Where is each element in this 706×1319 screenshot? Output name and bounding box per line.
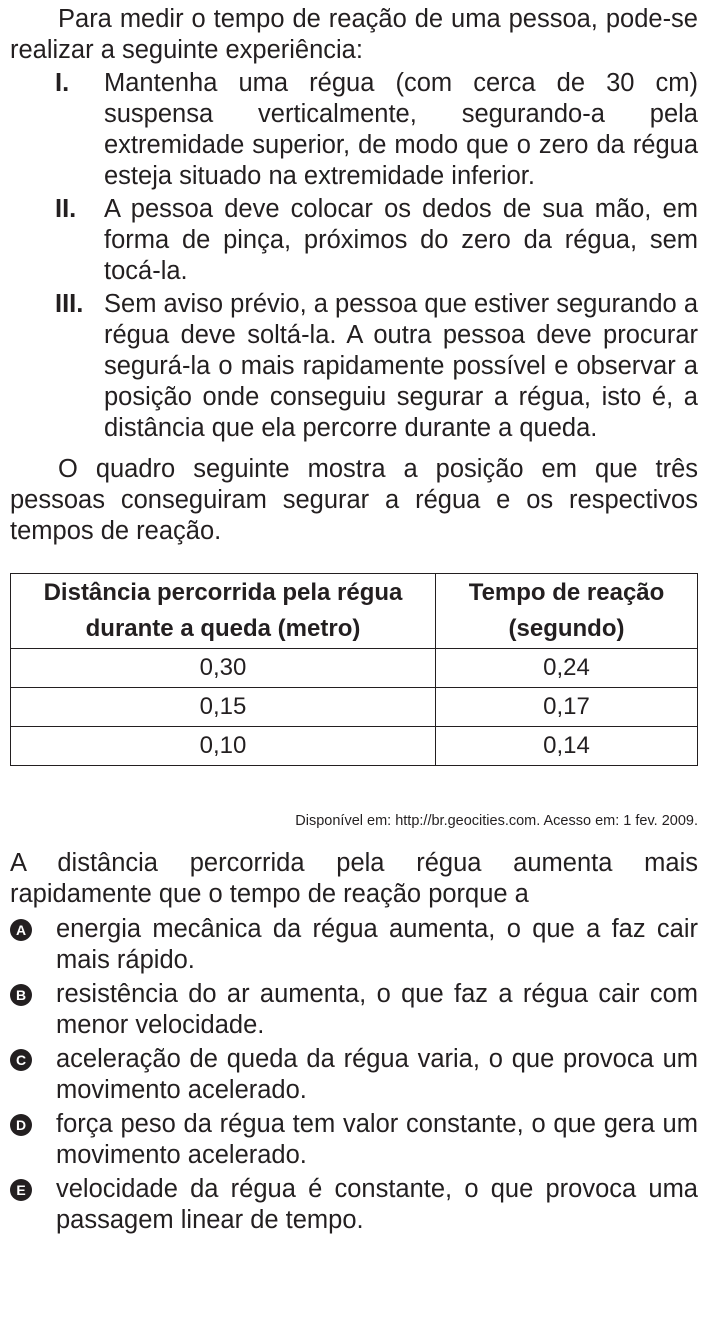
option-letter-badge: B (10, 984, 32, 1006)
procedure-step (10, 194, 698, 287)
option-a[interactable] (10, 914, 698, 976)
option-text: força peso da régua tem valor constante, o que gera um movimento acelerado. (56, 1110, 698, 1169)
option-text: aceleração de queda da régua varia, o que provoca um movimento acelerado. (56, 1045, 698, 1104)
procedure-step (10, 68, 698, 192)
table-intro-paragraph: O quadro seguinte mostra a posição em que três pessoas conseguiram segurar a régua e os respectivos tempos de reação. (10, 455, 698, 545)
option-letter-badge: C (10, 1049, 32, 1071)
procedure-step (10, 289, 698, 444)
step-number: I. (55, 69, 70, 97)
option-d[interactable] (10, 1109, 698, 1171)
distance-cell: 0,15 (11, 688, 436, 727)
step-number: III. (55, 290, 84, 318)
intro-paragraph: Para medir o tempo de reação de uma pessoa, pode-se realizar a seguinte experiência: (10, 5, 698, 64)
question-page (10, 4, 698, 1239)
step-number: II. (55, 195, 77, 223)
table-row (11, 649, 698, 688)
table-row (11, 688, 698, 727)
option-letter-badge: E (10, 1179, 32, 1201)
source-citation: Disponível em: http://br.geocities.com. Acesso em: 1 fev. 2009. (295, 813, 698, 829)
column-header-time: Tempo de reação (segundo) (436, 574, 698, 649)
option-c[interactable] (10, 1044, 698, 1106)
option-b[interactable] (10, 979, 698, 1041)
option-text: resistência do ar aumenta, o que faz a régua cair com menor velocidade. (56, 980, 698, 1039)
step-text: A pessoa deve colocar os dedos de sua mão, em forma de pinça, próximos do zero da régua, sem tocá-la. (104, 195, 698, 285)
table-header-row (11, 574, 698, 649)
question-stem: A distância percorrida pela régua aumenta mais rapidamente que o tempo de reação porque a (10, 849, 698, 908)
time-cell: 0,17 (436, 688, 698, 727)
option-letter-badge: D (10, 1114, 32, 1136)
distance-cell: 0,30 (11, 649, 436, 688)
distance-cell: 0,10 (11, 727, 436, 766)
option-text: velocidade da régua é constante, o que provoca uma passagem linear de tempo. (56, 1175, 698, 1234)
column-header-distance: Distância percorrida pela régua durante a queda (metro) (11, 574, 436, 649)
table-row (11, 727, 698, 766)
step-text: Mantenha uma régua (com cerca de 30 cm) suspensa verticalmente, segurando-a pela extremidade superior, de modo que o zero da régua esteja situado na extremidade inferior. (104, 69, 698, 190)
option-letter-badge: A (10, 919, 32, 941)
option-text: energia mecânica da régua aumenta, o que a faz cair mais rápido. (56, 915, 698, 974)
time-cell: 0,14 (436, 727, 698, 766)
reaction-time-table (10, 573, 698, 766)
time-cell: 0,24 (436, 649, 698, 688)
procedure-steps (10, 68, 698, 444)
answer-options (10, 914, 698, 1236)
option-e[interactable] (10, 1174, 698, 1236)
step-text: Sem aviso prévio, a pessoa que estiver segurando a régua deve soltá-la. A outra pessoa deve procurar segurá-la o mais rapidamente possível e observar a posição onde conseguiu segurar a régua, isto é, a distância que ela percorre durante a queda. (104, 290, 698, 442)
